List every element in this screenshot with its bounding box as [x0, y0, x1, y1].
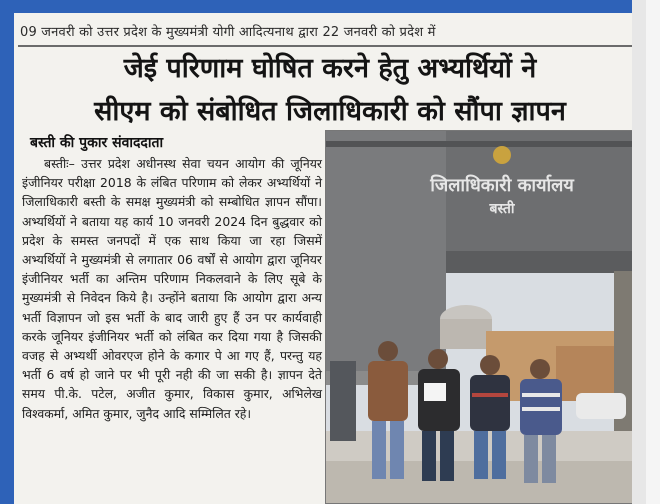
article-photo — [325, 130, 637, 504]
adjacent-page-edge — [646, 0, 660, 504]
emblem-icon — [493, 146, 511, 164]
previous-story-line: 09 जनवरी को उत्तर प्रदेश के मुख्यमंत्री योगी आदित्यनाथ द्वारा 22 जनवरी को प्रदेश में — [20, 25, 436, 40]
byline: बस्ती की पुकार संवाददाता — [30, 135, 164, 151]
headline-line-2: सीएम को संबोधित जिलाधिकारी को सौंपा ज्ञापन — [94, 96, 566, 127]
sign-text-line-2: बस्ती — [489, 201, 515, 217]
article-body — [22, 154, 322, 504]
article-paragraph: बस्तीः– उत्तर प्रदेश अधीनस्थ सेवा चयन आयोग की जूनियर इंजीनियर परीक्षा 2018 के लंबित परिणाम को लेकर अभ्यर्थियों ने जिलाधिकारी बस्ती के समक्ष मुख्यमंत्री को सम्बोधित ज्ञापन सौंपा। अभ्यर्थियों ने बताया यह कार्य 10 जनवरी 2024 दिन बुद्धवार को प्रदेश के समस्त जनपदों में एक साथ किया जा रहा जिसमें अभ्यर्थियों ने मुख्यमंत्री से लगातार 06 वर्षों से आयोग द्वारा जूनियर इंजीनियर भर्ती का अन्तिम परिणाम निकलवाने के लिए सूबे के मुख्यमंत्री से निवेदन किये है। उन्होंने बताया कि आयोग द्वारा अन्य भर्ती विज्ञापन जो इस भर्ती के बाद जारी हुए हैं उन पर कार्यवाही करके जूनियर इंजीनियर भर्ती को लंबित कर दिया गया है जिसकी वजह से अभ्यर्थी ओवरएज होने के कगार पे आ गए हैं, परन्तु यह भर्ती 6 वर्ष हो जाने पर भी पूरी नही की जा सकी है। ज्ञापन देते समय पी.के. पटेल, अजीत कुमार, विकास कुमार, अभिलेख विश्वकर्मा, अमित कुमार, जुनैद आदि सम्मिलित रहे। — [22, 156, 322, 421]
memorandum-paper — [424, 383, 446, 401]
divider — [18, 45, 640, 47]
headline-line-1: जेई परिणाम घोषित करने हेतु अभ्यर्थियों ने — [123, 53, 537, 84]
newspaper-clipping — [14, 13, 646, 504]
adjacent-page-strip — [632, 0, 646, 504]
sign-text-line-1: जिलाधिकारी कार्यालय — [430, 175, 574, 196]
